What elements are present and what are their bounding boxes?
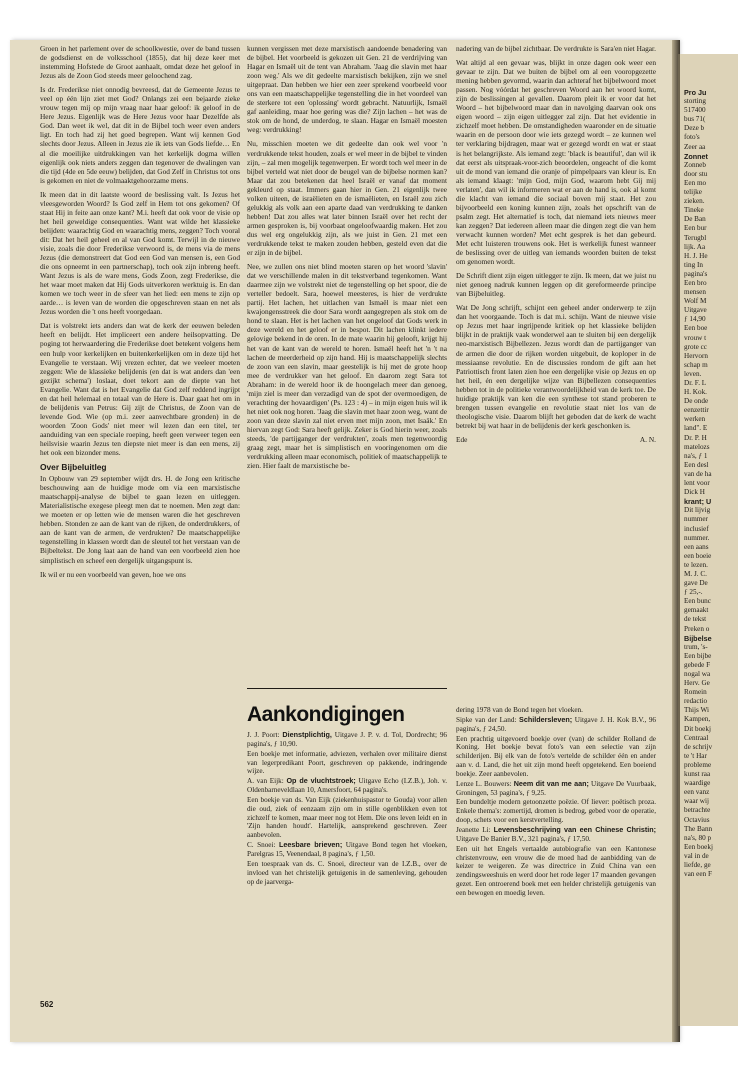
facing-page-line: werken xyxy=(684,415,706,424)
facing-page-line: ting In xyxy=(684,260,703,269)
facing-page-line: Wolf M xyxy=(684,297,707,306)
facing-page-line: Dr. F. L xyxy=(684,379,707,387)
facing-page-line: grote cc xyxy=(684,342,707,351)
facing-page-line: Octavius xyxy=(684,815,710,824)
facing-page-line: te lezen. xyxy=(684,560,708,569)
announcement-details: Uitgave J. H. Kok B.V., 96 pagina's, ƒ 24,50. xyxy=(456,715,657,733)
paragraph: In Opbouw van 29 september wijdt drs. H. de Jong een kritische beschouwing aan de huidige mode om via een marxistische maatschappij-analyse de bijbel te gaan lezen en uitleggen. Materialistische exegese pleegt men dat te noemen. Men zegt dan: we moeten er op letten wie de mensen waren die het geschreven hebben. Stonden ze aan de kant van de rijken, de onderdrukkers, of aan de kant van de armen, de verdrukten? De maatschappelijke tegenstelling in klassen wordt dan de sleutel tot het verstaan van de Bijbeltekst. De Jong laat aan de hand van een voorbeeld zien hoe simplistisch en scheef een dergelijk uitgangspunt is. xyxy=(40,474,240,565)
facing-page-line: Een mo xyxy=(684,178,707,187)
facing-page-line: Dick H xyxy=(684,488,705,497)
paragraph: Nee, we zullen ons niet blind moeten staren op het woord 'slavin' dat we verschillende malen in dit tekstverband tegenkomen. Want daarmee zijn we volstrekt niet de tegenstelling op het spoor, die de verteller bedoelt. Sara, hoewel meesteres, is hier de verdrukte partij. Het lachen, het uitlachen van Ismaël is maar niet een kwajongensstreek die door Sara wordt aangegrepen als stok om de hond te slaan. Het is het lachen van het ongeloof dat Gods werk in deze wereld en het geloof er in bespot. Dit lachen klinkt iedere gelovige bekend in de oren. In de mate waarin hij gelooft, krijgt hij het van de kant van de wereld te horen. Ismaël heeft het 'n 't na lachen de meerderheid op zijn hand. Hij is maatschappelijk slechts de zoon van een slavin, maar geestelijk is hij met de grote hoop mee de verdrukker van het geloof. En daarom zegt Sara tot Abraham: in de wereld hoor ik de hoongelach meer dan genoeg, 'mijn ziel is meer dan verzadigd van de spot der overmoedigen, de verachting der hovaardigen' (Ps. 123 : 4) – in mijn eigen huis wil ik het niet ook nog horen. 'Jaag die slavin met haar zoon weg, want de zoon van deze slavin zal niet erven met mijn zoon, met Isaäk.' En hiervan zegt God: Sara heeft gelijk. Zeker is God hierin weer, zoals steeds, 'de partijganger der verdrukten', zoals men tegenwoordig graag zegt, maar het is simplistisch en vooringenomen om die verdrukking alleen maar economisch, politiek of maatschappelijk te zien. Hier faalt de marxistische be- xyxy=(247,262,447,471)
facing-page-line: foto's xyxy=(684,133,700,142)
facing-page-line: Thijs Wi xyxy=(684,706,709,715)
announcements-section xyxy=(247,688,447,998)
paragraph: Wat De Jong schrijft, schijnt een geheel ander onderwerp te zijn dan het voorgaande. Toch is dat m.i. schijn. Want de nieuwe visie op Jezus met haar ingrijpende kritiek op het klassieke belijden blijkt in de praktijk vaak wonderwel aan te sluiten bij een dergelijk neo-marxistisch Bijbellezen. Jezus wordt dan de partijganger van de armen die door de rijken worden uitgebuit, de koploper in de messiaanse revolutie. En de discussies rondom de gift aan het Patriottisch front laten zien hoe een dergelijke visie op Jezus en op het heil, én een dergelijke wijze van Bijbellezen consequenties hebben tot in de politieke verantwoordelijkheid van de kerk toe. De huidige praktijk van ken die een synthese tot stand proberen te brengen tussen evangelie en revolutie staat niet los van de theologische visie. Daarom blijft het geboden dat de kerk de wacht betrekt bij wat haar in de belijdenis der kerk geschonken is. xyxy=(456,303,656,430)
facing-page-line: trum, 's- xyxy=(684,642,708,651)
facing-page-line: Romein xyxy=(684,688,707,697)
facing-page-line: krant; U xyxy=(684,497,712,507)
paragraph: Nu, misschien moeten we dit gedeelte dan ook wel voor 'n verdrukkende tekst houden, zoals er wel meer in de bijbel te vinden zijn, – zal men mogelijk tegenwerpen. Er wordt toch wel meer in de bijbel verteld wat niet door de beugel van de bijbelse normen kan? Maar dat zou betekenen dat heel Israël er vanaf dat moment gekleurd op staat. Immers gaan hier in Gen. 21 eigenlijk twee volken uiteen, de israëlieten en de ismaëlieten, en Israël zou zich gelukkig als volk aan een aparte daad van verdrukking te danken hebben! Dat zou alles wat later binnen Israël over het recht der armen gesproken is, bij voorbaat ongeloofwaardig maken. Het zou dus wel erg ongelukkig zijn, als we juist in Gen. 21 met een verdrukkende tekst te maken zouden hebben, gesteld even dat die er zijn in de bijbel. xyxy=(247,139,447,258)
announcement-entry xyxy=(456,706,656,715)
facing-page-line: betrachte xyxy=(684,806,711,815)
facing-page-line: nummer. xyxy=(684,533,710,542)
announcement-book-title: Neem dit van me aan; xyxy=(513,778,589,788)
announcement-details: Een boekje met informatie, adviezen, verhalen over militaire dienst van legerpredikant Poort, geschreven op pakkende, indringende wijze. xyxy=(247,749,447,776)
facing-page-line: mensen xyxy=(684,288,706,297)
facing-page-line: liefde, ge xyxy=(684,860,711,869)
announcements-column-2 xyxy=(456,706,656,996)
announcement-entry xyxy=(247,796,447,840)
facing-page-line: vrouw t xyxy=(684,333,707,342)
facing-page-line: Zonneb xyxy=(684,160,706,169)
announcement-details: Een prachtig uitgevoerd boekje over (van) de schilder Rolland de Koning. Het boekje bevat foto's van een selectie van zijn schilderijen. Bij elk van de foto's vertelde de schilder één en ander aan v. d. Land, die het uit zijn mond heeft opgetekend. Een boeiend boekje. Zeer aanbevolen. xyxy=(456,734,656,778)
announcement-details: Uitgave De Banier B.V., 321 pagina's, ƒ 17,50. xyxy=(456,834,591,843)
announcements-list xyxy=(247,731,447,886)
announcement-details: Uitgave J. P. v. d. Tol, Dordrecht; 96 pagina's, ƒ 10,90. xyxy=(247,731,448,748)
facing-page-line: nogal wa xyxy=(684,670,711,678)
facing-page-line: een vanz xyxy=(684,788,710,797)
announcement-book-title: Levensbeschrijving van een Chinese Christin; xyxy=(493,824,656,834)
facing-page-line: Preken o xyxy=(684,624,710,633)
announcement-entry xyxy=(247,841,447,859)
section-heading: Over Bijbeluitleg xyxy=(40,462,107,473)
facing-page-line: H. J. He xyxy=(684,251,708,260)
announcement-author: Jeanette Li: xyxy=(456,825,491,834)
facing-page-line: telijke xyxy=(684,188,702,197)
facing-page-line: De Ban xyxy=(684,215,706,224)
announcement-details: Een toespraak van ds. C. Snoei, directeur van de I.Z.B., over de invloed van het christelijk getuigenis in de samenleving, gehouden op de jaarverga- xyxy=(247,859,447,886)
facing-page-line: Deze b xyxy=(684,124,705,133)
facing-page-line: van een F xyxy=(684,870,712,879)
facing-page-line: gave De xyxy=(684,579,708,588)
facing-page-line: bus 71( xyxy=(684,115,706,124)
facing-page-line: ƒ 25,-. xyxy=(684,588,703,597)
article-signature xyxy=(456,435,656,444)
announcement-details: Een bundeltje modern getoonzette poëzie. Of liever: poëtisch proza. Enkele thema's: zomertijd, dromen is bedrog, gebed voor de operatie, doop, schets voor een kerstvertelling. xyxy=(456,798,656,825)
facing-page-line: Een bunc xyxy=(684,597,711,606)
facing-page-line: De onde xyxy=(684,397,709,406)
announcement-author: Sipke van der Land: xyxy=(456,715,517,724)
announcement-details: Een uit het Engels vertaalde autobiografie van een Kantonese christenvrouw, een vrouw die de moed had de aanbidding van de keizer te weigeren. Ze was directrice in Zuid China van een zendingsweeshuis en werd door het rode leger 17 maanden gevangen gezet. Een ontroerend boek met een helder christelijk getuigenis van een bewogen en moedig leven. xyxy=(456,844,656,897)
announcement-entry xyxy=(456,845,656,898)
facing-page-line: Centraal xyxy=(684,733,709,742)
paragraph: Groen in het parlement over de schoolkwestie, over de band tussen de godsdienst en de volksschool (1855), dat hij deze keer met instemming Hofstede de Groot aanhaalt, omdat deze het geloof in Jezus als de Zoon God steeds meer geloochend zag. xyxy=(40,44,240,81)
paragraph: Wat altijd al een gevaar was, blijkt in onze dagen ook weer een gevaar te zijn. Dat we buiten de bijbel om al een vooropgezette mening hebben gevormd, waarin dan achteraf het bijbelwoord moet passen. Nog vóórdat het geschreven Woord aan het woord komt, zijn de beslissingen al gevallen. Daarom pleit ik er voor dat het Woord – het bijbelwoord maar dan in navolging daarvan ook ons eigen woord – zijn eigen uitlegger zal zijn. Dat het evidentie in zichzelf moet hebben. De omstandigheden waaronder en de situatie waarin en de persoon door wie iets gezegd wordt – ze kunnen wel ter verklaring bijdragen, maar wat er gezegd wordt en wat er staat is het belangrijkste. Als iemand zegt: 'black is beautiful', dan wil ik dat eerst als uitspraak-voor-zich beoordelen, ongeacht of die komt uit de mond van iemand die oranje of pimpelpaars van kleur is. En als iemand klaagt: 'mijn God, mijn God, waarom hebt Gij mij verlaten', dan wil ik informeren wat er aan de hand is, ook al komt die klacht van iemand die sociaal boven mij staat. Het zou bijvoorbeeld een koning kunnen zijn, zoals het opschrift van de psalm zegt. Het alternatief is toch, dat niemand iets nieuws meer kan zeggen? Dat iedereen alleen maar die dingen zegt die van hem verwacht kunnen worden? Met echt gesprek is het dan gebeurd. Met echt luisteren trouwens ook. Het is werkelijk funest wanneer de beslissing over de uitleg van iemands woorden buiten de tekst om genomen wordt. xyxy=(456,58,656,267)
facing-page-line: te 't Har xyxy=(684,751,707,760)
facing-page-line: Tineke xyxy=(684,206,704,215)
facing-page-line: de schrijv xyxy=(684,742,713,751)
facing-page-line: Uitgave xyxy=(684,306,707,315)
facing-page-line: gebede F xyxy=(684,660,711,669)
paragraph: nadering van de bijbel zichtbaar. De verdrukte is Sara'en niet Hagar. xyxy=(456,44,656,53)
facing-page-line: Pro Ju xyxy=(684,88,707,97)
announcement-entry xyxy=(247,860,447,887)
facing-page-line: leven. xyxy=(684,369,702,378)
facing-page-line: van de ha xyxy=(684,469,712,478)
facing-page-line: Een bijbe xyxy=(684,651,712,660)
announcement-entry xyxy=(247,777,447,795)
facing-page-line: The Bann xyxy=(684,824,713,833)
facing-page-line: een boeie xyxy=(684,551,712,560)
announcement-entry xyxy=(456,798,656,825)
paragraph: Ik meen dat in dit laatste woord de beslissing valt. Is Jezus het vleesgeworden Woord? Is God zelf in Hem tot ons gekomen? Of staat Hij in feite aan onze kant? M.i. heeft dat ook voor de visie op het heil geweldige consequenties. Want wat wilde het klassieke belijden: waarachtig God en waarachtig mens, zeggen? Toch vooral dit: Dat het heil geheel en al van God komt. Terwijl in de nieuwe visie, zoals die door Frederikse verwoord is, de mens via de mens Jezus (die demonstreert dat God een God van mensen is, een God die ons opneemt in een partnerschap), toch ook zijn inbreng heeft. Want Jezus is als de ware mens, Gods Zoon, zegt Frederikse, die het waar moet maken dat Hij Gods uitverkoren werktuig is. En dan komen we toch weer in de sfeer van het lied: een mens te zijn op aarde… is leven van de worden die opgeschreven staan en net als Jezus worden die 't ons heeft voorgedaan. xyxy=(40,189,240,317)
facing-page-line: Zonnet xyxy=(684,151,708,161)
facing-page-line: na's, ƒ 1 xyxy=(684,451,708,460)
facing-page-line: land". E xyxy=(684,424,708,433)
facing-page-line: Een desl xyxy=(684,460,709,469)
facing-page-line: M. J. C. xyxy=(684,569,707,578)
facing-page-line: eenzettir xyxy=(684,406,709,415)
facing-page-line: Een boe xyxy=(684,324,708,333)
signature-initials: A. N. xyxy=(639,434,656,444)
facing-page-line: Hervorn xyxy=(684,351,708,360)
announcement-details: dering 1978 van de Bond tegen het vloeken. xyxy=(456,706,583,714)
article-column-3 xyxy=(456,44,656,694)
facing-page-line: storting xyxy=(684,97,706,106)
announcement-author: C. Snoei: xyxy=(247,841,276,850)
facing-page-line: de tekst xyxy=(684,615,707,624)
facing-page-line: waar wij xyxy=(684,797,709,806)
facing-page-line: na's, 80 p xyxy=(684,833,712,842)
facing-page-line: Een bur xyxy=(684,224,707,233)
facing-page-line: Een boekj xyxy=(684,842,713,851)
facing-page-line: Dit lijvig xyxy=(684,506,711,515)
announcement-book-title: Leesbare brieven; xyxy=(278,840,343,850)
facing-page-line: val in de xyxy=(684,851,709,860)
facing-page-line: Een bro xyxy=(684,278,707,287)
facing-page-line: nummer xyxy=(684,515,708,524)
paragraph: Is dr. Frederikse niet onnodig bevreesd, dat de Gemeente Jezus te veel op één lijn ziet met God? Onlangs zei een bejaarde zieke vrouw tegen mij op mijn vraag naar haar geloof: ik geloof in de Here Jezus. Eigenlijk was de Here Jezus voor haar Dezelfde als God. Dan weet ik wel, dat dit in de Bijbel toch weer even anders ligt. En toch had zij het goed begrepen. Want wij kennen God slechts door Jezus. Alleen in Jezus zie ik iets van Gods liefde… En al die moeilijke uitdrukkingen van het kerkelijk dogma willen eigenlijk ook niets anders zeggen dan tegenover de dwalingen van die tijd (4de en 5de eeuw) belijden, dat God Zelf in Christus tot ons is gekomen en niet de volmaaktgehoorzame mens. xyxy=(40,85,240,185)
facing-page-text xyxy=(684,88,738,879)
facing-page-line: Zeer aa xyxy=(684,142,706,151)
paragraph: Ik wil er nu een voorbeeld van geven, hoe we ons xyxy=(40,569,186,579)
facing-page-line: zieken. xyxy=(684,197,705,206)
facing-page-line: inclusief xyxy=(684,524,709,533)
section-rule xyxy=(247,688,447,689)
announcement-entry xyxy=(456,826,656,844)
announcement-entry xyxy=(456,716,656,734)
facing-page-line: 517400 xyxy=(684,106,706,115)
facing-page-line: Herv. Ge xyxy=(684,679,710,688)
facing-page-line: Dit boekj xyxy=(684,724,711,733)
announcement-book-title: Op de vluchtstroek; xyxy=(286,776,356,786)
facing-page-line: redactio xyxy=(684,697,708,706)
announcement-details: Uitgave Echo (I.Z.B.), Joh. v. Oldenbarneveldlaan 10, Amersfoort, 64 pagina's. xyxy=(247,777,448,795)
facing-page-line: lijk. Aa xyxy=(684,242,706,251)
announcement-author: J. J. Poort: xyxy=(247,731,280,739)
facing-page-edge xyxy=(678,54,738,1026)
facing-page-line: Terugbl xyxy=(684,233,707,242)
facing-page-line: pagina's xyxy=(684,269,708,278)
facing-page-line: matelozs xyxy=(684,442,710,451)
signature-place: Ede xyxy=(456,434,468,444)
announcement-entry xyxy=(456,780,656,798)
facing-page-line: probleme xyxy=(684,760,712,769)
facing-page-line: lent voor xyxy=(684,479,710,488)
article-column-1 xyxy=(40,44,240,989)
page-number: 562 xyxy=(40,1000,54,1009)
announcement-author: Lenze L. Bouwers: xyxy=(456,779,512,788)
facing-page-line: Dr. P. H xyxy=(684,433,707,442)
facing-page-line: Bijbelse xyxy=(684,633,712,643)
facing-page-line: door stu xyxy=(684,169,708,178)
announcement-entry xyxy=(456,735,656,779)
announcement-details: Uitgave Bond tegen het vloeken, Parelgras 15, Veenendaal, 8 pagina's, ƒ 1,50. xyxy=(247,841,447,858)
facing-page-line: kunst raa xyxy=(684,770,711,779)
paragraph: kunnen vergissen met deze marxistisch aandoende benadering van de bijbel. Het voorbeeld is gekozen uit Gen. 21 de verdrijving van Hagar en Ismaël uit de tent van Abraham. 'Jaag die slavin met haar zoon weg.' Als we dit gedeelte marxistisch bekijken, zijn we snel uitgepraat. Dan hebben we hier een zeer sprekend voorbeeld voor ons van een maatschappelijke tegenstelling die in het voordeel van de sterkere tot een 'oplossing' wordt gebracht. Natuurlijk, Ismaël gaf aanleiding, maar hoe gering was die? Zijn lachen – het was de stok om de hond, de underdog, te slaan. Hagar en Ismaël moesten weg: verdrukking! xyxy=(247,44,447,135)
facing-page-line: een aans xyxy=(684,542,709,551)
announcement-book-title: Schildersleven; xyxy=(519,714,573,724)
facing-page-line: waardige xyxy=(684,779,711,788)
paragraph: De Schrift dient zijn eigen uitlegger te zijn. Ik meen, dat we juist nu niet genoeg nadruk kunnen leggen op dit gereformeerde principe van Bijbeluitleg. xyxy=(456,271,656,299)
article-column-2 xyxy=(247,44,447,694)
announcement-entry xyxy=(247,731,447,749)
announcement-details: Uitgave De Vuurbaak, Groningen, 53 pagina's, ƒ 9,25. xyxy=(456,779,657,797)
facing-page-line: H. Kok. xyxy=(684,388,707,397)
announcement-details: Een boekje van ds. Van Eijk (ziekenhuispastor te Gouda) voor allen die oud, ziek of eenzaam zijn om in stille ogenblikken even tot zichzelf te komen, maar meer nog tot Hem. Die ons leven leidt en in 'Zijn handen houdt'. Hartelijk, aansprekend geschreven. Zeer aanbevolen. xyxy=(247,795,447,840)
facing-page-line: ƒ 14,90 xyxy=(684,315,706,324)
announcement-entry xyxy=(247,750,447,777)
paragraph: Dat is volstrekt iets anders dan wat de kerk der eeuwen beleden heeft en belijdt. Het impliceert een andere heilsopvatting. De poging tot herwaardering die Frederikse doet betekent volgens hem een hulp voor kerkelijken en buitenkerkelijken om in deze tijd het Evangelie te verstaan. Wij vrezen echter, dat we veeleer moeten zeggen: Wie de klassieke belijdenis (en dat is wat anders dan 'een gezijkt schema') loslaat, doet tekort aan de diepte van het Evangelie. Want dat is het Evangelie dat God zelf reddend ingrijpt en dat heil helemaal en totaal van de Here is. Daar gaat het om in de belijdenis van Petrus: Gij zijt de Christus, de Zoon van de levende God. Wie (op m.i. zeer aanvechtbare gronden) in de woorden 'Zoon Gods' niet meer wil lezen dan een titel, ter aanduiding van een speciale roeping, heeft geen verweer tegen een heilsvisie waarin Jezus ten diepste niet meer is dan een mens, zij het ook een bizonder mens. xyxy=(40,321,240,458)
facing-page-line: Kampen, xyxy=(684,715,711,724)
announcements-title: Aankondigingen xyxy=(247,703,405,726)
announcement-book-title: Dienstplichtig, xyxy=(282,730,332,739)
facing-page-line: schap m xyxy=(684,360,708,369)
facing-page-line: gemaakt xyxy=(684,606,709,615)
announcement-author: A. van Eijk: xyxy=(247,777,284,786)
